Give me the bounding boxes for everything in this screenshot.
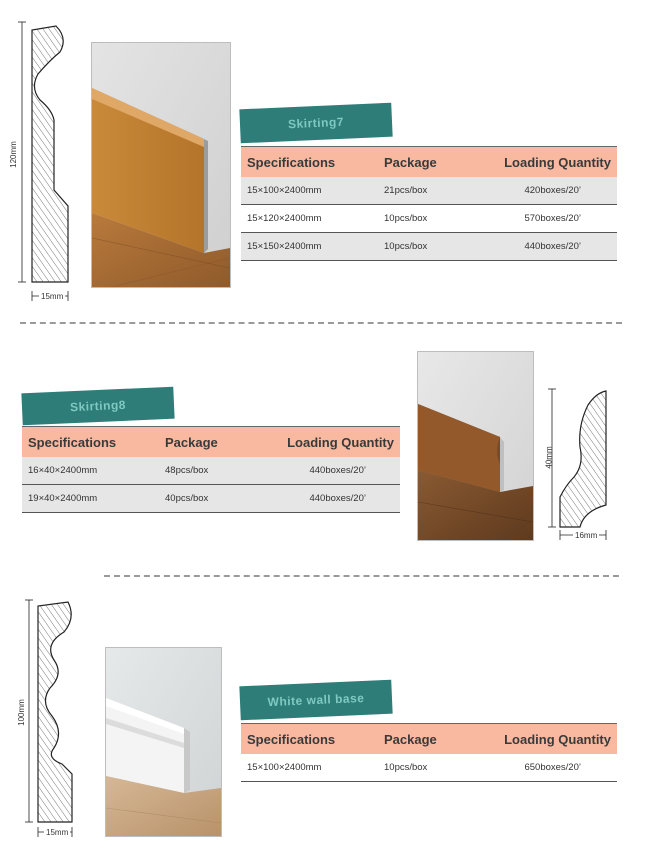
- skirting7-profile-drawing: [8, 20, 82, 310]
- skirting8-height-label: 40mm: [544, 446, 554, 469]
- white-wall-base-spec-table: [241, 723, 617, 782]
- table-header-row: [241, 147, 617, 178]
- loading-cell: 440boxes/20’: [524, 241, 581, 252]
- skirting7-title: Skirting7: [287, 114, 345, 132]
- white-wall-base-title: White wall base: [267, 690, 365, 710]
- package-cell: 10pcs/box: [378, 205, 490, 233]
- loading-cell-wrap: [490, 754, 617, 782]
- table-row: [241, 205, 617, 233]
- col-loading-quantity: Loading Quantity: [490, 724, 617, 755]
- skirting7-height-label: 120mm: [8, 141, 18, 168]
- skirting8-title: Skirting8: [69, 397, 127, 415]
- skirting7-width-label: 15mm: [41, 292, 64, 301]
- skirting7-spec-table: [241, 146, 617, 261]
- col-specifications: Specifications: [241, 147, 378, 178]
- loading-cell-wrap: [490, 177, 617, 205]
- skirting8-photo: [417, 351, 534, 541]
- white-wall-base-photo: [105, 647, 222, 837]
- spec-cell: 15×100×2400mm: [241, 177, 378, 205]
- skirting7-title-banner: [239, 103, 392, 144]
- table-header-row: [241, 724, 617, 755]
- section-divider: [104, 575, 619, 577]
- package-cell: 10pcs/box: [378, 754, 490, 782]
- col-specifications: Specifications: [22, 427, 159, 458]
- col-loading-quantity: Loading Quantity: [490, 147, 617, 178]
- table-row: [22, 485, 400, 513]
- white-wall-base-width-label: 15mm: [46, 828, 69, 837]
- col-package: Package: [378, 147, 490, 178]
- white-wall-base-title-banner: [239, 680, 392, 721]
- loading-cell: 650boxes/20’: [524, 762, 581, 773]
- loading-cell-wrap: [490, 233, 617, 261]
- col-package: Package: [159, 427, 271, 458]
- spec-cell: 15×100×2400mm: [241, 754, 378, 782]
- skirting7-photo: [91, 42, 231, 288]
- loading-cell: 440boxes/20’: [309, 493, 366, 504]
- loading-cell: 420boxes/20’: [524, 185, 581, 196]
- loading-cell-wrap: [490, 205, 617, 233]
- col-package: Package: [378, 724, 490, 755]
- table-row: [241, 233, 617, 261]
- package-cell: 48pcs/box: [159, 457, 271, 485]
- package-cell: 21pcs/box: [378, 177, 490, 205]
- loading-cell: 440boxes/20’: [309, 465, 366, 476]
- loading-cell-wrap: [271, 457, 400, 485]
- loading-cell-wrap: [271, 485, 400, 513]
- package-cell: 40pcs/box: [159, 485, 271, 513]
- skirting8-profile-drawing: [540, 385, 615, 545]
- loading-cell: 570boxes/20’: [524, 213, 581, 224]
- table-row: [241, 754, 617, 782]
- table-row: [22, 457, 400, 485]
- skirting8-title-banner: [21, 387, 174, 426]
- spec-cell: 15×150×2400mm: [241, 233, 378, 261]
- table-row: [241, 177, 617, 205]
- skirting8-spec-table: [22, 426, 400, 513]
- white-wall-base-profile-drawing: [16, 598, 86, 848]
- skirting8-width-label: 16mm: [575, 531, 598, 540]
- col-specifications: Specifications: [241, 724, 378, 755]
- spec-cell: 16×40×2400mm: [22, 457, 159, 485]
- section-divider: [20, 322, 622, 324]
- white-wall-base-height-label: 100mm: [16, 699, 26, 726]
- table-header-row: [22, 427, 400, 458]
- col-loading-quantity: Loading Quantity: [271, 427, 400, 458]
- package-cell: 10pcs/box: [378, 233, 490, 261]
- spec-cell: 15×120×2400mm: [241, 205, 378, 233]
- spec-cell: 19×40×2400mm: [22, 485, 159, 513]
